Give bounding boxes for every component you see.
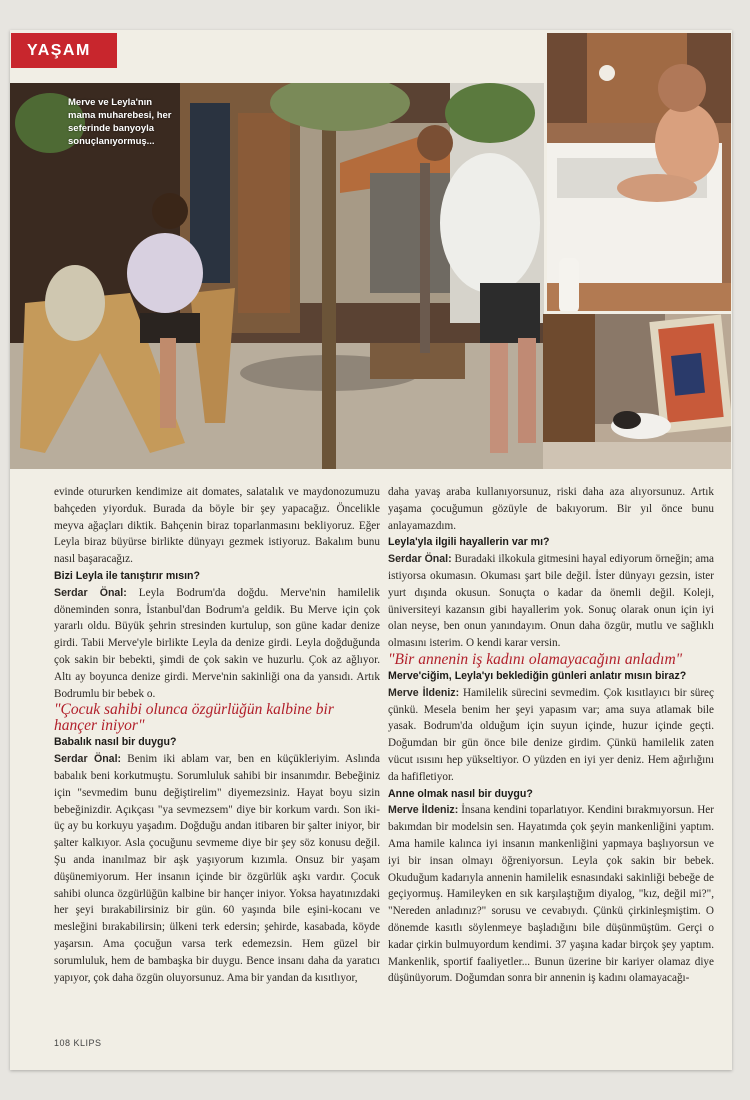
answer-text: Hamilelik sürecini sevmedim. Çok kısıtlayıcı bir süreç çünkü. Mesela benim her şeyi yapasım var; ama suya atlamak bile yasak. Bodrum'da olduğum için suyun içinde, huzur içinde geçti. Doğumdan bir gün önce bile denize girdim. Çünkü hamilelik zaten vücut ısısını hep yükseltiyor. O yüzden en iyi yer deniz. Hem ağırlığını da hafifletiyor. xyxy=(388,686,714,783)
answer-text: İnsana kendini toparlatıyor. Kendini bırakmıyorsun. Her bakımdan bir modelsin sen. Hayatımda çok şeyin mankenliğini yaptım. Ama hamile kalınca iyi insanın mankenliğini yapmaya başlıyorsun ve iyi bir insan olmayı öğreniyorsun. Leyla çok sakin bir bebek. Okuduğum kadarıyla annenin hamilelik esnasındaki sakinliği bebeğe de geçiyormuş. Hamileyken en sık karşılaştığım diyalog, "kız, değil mi?", "Nereden anladınız?" sorusu ve cevabıydı. Çünkü çirkinleşmiştim. O dönemde kasıtlı söylenmeye başladığını bile düşünmüştüm. Gerçi o kadar çirkin bulmuyordum kendimi. 37 yaşına kadar birçok şey yaptım. Mankenlik, sportif faaliyetler... Bunun üzerine bir kariyer olamaz diye düşünüyorum. Doğumdan sonra bir annenin iş kadını olamayacağı- xyxy=(388,804,714,985)
pull-quote-headline: "Bir annenin iş kadını olamayacağını anladım" xyxy=(388,650,683,668)
question: Bizi Leyla ile tanıştırır mısın? xyxy=(54,569,201,582)
question: Babalık nasıl bir duygu? xyxy=(54,736,177,749)
pull-quote-headline: "Çocuk sahibi olunca özgürlüğün kalbine bir hançer iniyor" xyxy=(54,701,334,735)
magazine-name: KLIPS xyxy=(73,1038,102,1048)
left-column xyxy=(54,484,380,986)
speaker-name: Merve İldeniz: xyxy=(388,686,460,699)
answer-text: Leyla Bodrum'da doğdu. Merve'nin hamilelik döneminden sonra, İstanbul'dan Bodrum'a geldik. Bu Merve için çok yararlı oldu. Büyük şehrin stresinden kurtulup, son güne kadar denize girdi. Tabii Merve'yle birlikte Leyla da denize girdi. Leyla doğduğunda çok sakin bir bebekti, şimdi de çok sakin ve huzurlu. Çok az ağlıyor. Altı ay boyunca denize girdi. Merve'nin sakinliği ona da yansıdı. Artık Bodrumlu bir bebek o. xyxy=(54,586,380,700)
section-label: YAŞAM xyxy=(11,33,117,68)
answer-paragraph xyxy=(388,685,714,786)
question: Merve'ciğim, Leyla'yı beklediğin günleri anlatır mısın biraz? xyxy=(388,669,687,682)
photo-caption: Merve ve Leyla'nın mama muharebesi, her seferinde banyoyla sonuçlanıyormuş... xyxy=(68,97,172,147)
right-column xyxy=(388,484,714,987)
answer-paragraph xyxy=(54,585,380,703)
speaker-name: Serdar Önal: xyxy=(388,553,452,566)
page-number: 108 xyxy=(54,1038,71,1048)
answer-paragraph xyxy=(54,751,380,986)
question: Anne olmak nasıl bir duygu? xyxy=(388,787,533,800)
continued-paragraph: daha yavaş araba kullanıyorsunuz, riski daha aza alıyorsunuz. Artık yaşama çocuğumun gözüyle de bakıyorum. Bir yıl önce bunu anlayamazdım. xyxy=(388,486,714,532)
page-footer xyxy=(54,1038,102,1048)
speaker-name: Merve İldeniz: xyxy=(388,804,459,817)
question: Leyla'yla ilgili hayallerin var mı? xyxy=(388,536,550,549)
answer-paragraph xyxy=(388,802,714,987)
answer-paragraph xyxy=(388,551,714,652)
answer-text: Benim iki ablam var, ben en küçükleriyim. Aslında babalık beni korkutmuştu. Sorumluluk sahibi bir insanımdır. Bebeğiniz için "sevmedim bunu değiştirelim" diyemezsiniz. Hayat boyu sizin bebeğinizdir. Açıkçası "ya sevmezsem" diye bir korkum vardı. Son iki-üç ay bu korkuyu yaşadım. Doğduğu andan itibaren bir şalter iniyor, bir şalter kalkıyor. Asla çocuğunu sevmeme diye bir şey söz konusu değil. Şu anda inanılmaz bir aşk yaşıyorum kızımla. Onsuz bir yaşam düşünemiyorum. Her insanın içinde bir özgürlük aşkı vardır. Çocuk sahibi olunca özgürlüğün kalbine bir hançer iniyor. Yoksa hayatınızdaki her şeyi bırakabilirsiniz bir gün. 60 yaşında bile eşini-kocanı ve mesleğini bırakabilirsin; ülkeni terk edersin; şehirde, kasabada, köyde yaşarsın. Ama çocuğun varsa terk edemezsin. Hem güzel bir sorumluluk, hem de bambaşka bir duygu. Bence insanı daha da yaratıcı yapıyor, çok daha özgün oluyorsunuz. Ama bir yandan da kısıtlıyor, xyxy=(54,753,380,984)
magazine-page xyxy=(10,30,732,1070)
speaker-name: Serdar Önal: xyxy=(54,753,122,766)
speaker-name: Serdar Önal: xyxy=(54,586,127,599)
cat-photo xyxy=(543,314,731,469)
answer-text: Buradaki ilkokula gitmesini hayal ediyorum örneğin; ama istiyorsa okumasın. Okuması şart bile değil. İster dünyayı gezsin, ister yurt dışında okusun. Sonuçta o kadar da önemli değil. Koleji, üniversiteyi kazansın gibi hayallerim yok. Sonuç olarak onun için iyi olan neyse, ben onun yanındayım. Onun daha özgür, mutlu ve sağlıklı olmasını isterim. O kendi karar versin. xyxy=(388,553,714,650)
bath-photo xyxy=(547,33,731,311)
intro-paragraph: evinde otururken kendimize ait domates, salatalık ve maydonozumuzu bahçeden yiyorduk. Burada da böyle bir şey yapacağız. Öncelikle meyva ağaçları diktik. Bahçenin biraz toparlanmasını bekliyoruz. Eğer Leyla biraz büyürse birlikte dünyayı gezmek istiyoruz. Bakalım bunu nasıl başaracağız. xyxy=(54,486,380,566)
